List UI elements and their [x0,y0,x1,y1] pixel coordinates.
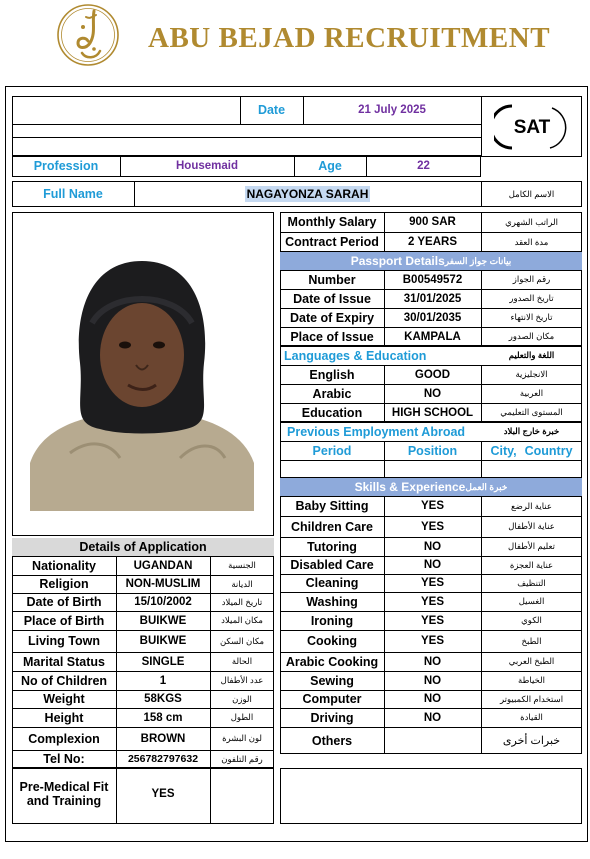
skill-value: NO [423,655,442,668]
skill-value: NO [423,693,442,705]
skill-label: Sewing [310,673,354,688]
issue-place-label: Place of Issue [290,329,374,344]
application-label: No of Children [20,673,108,688]
application-arabic: الوزن [232,693,252,704]
issue-place-value: KAMPALA [404,330,461,343]
arabic-label: Arabic [312,386,352,401]
application-value: BUIKWE [139,635,187,647]
issue-date-label: Date of Issue [293,291,371,306]
skill-arabic: القيادة [520,712,543,722]
skill-arabic: الخياطة [518,675,545,685]
svg-text:SAT: SAT [513,117,551,138]
application-value: 256782797632 [127,753,199,765]
passport-section-header [280,252,582,270]
expiry-date-value: 30/01/2035 [403,311,462,324]
age-value: 22 [417,160,430,172]
application-value: 1 [159,674,167,687]
skill-label: Cleaning [305,576,359,590]
application-arabic: الديانة [231,578,253,589]
application-header: Details of Application [12,538,274,556]
application-arabic: لون البشرة [222,733,262,743]
city-column-header: City, [490,443,517,458]
profession-label: Profession [33,159,99,173]
position-column-header: Position [407,443,458,458]
english-value: GOOD [414,368,451,381]
application-arabic: عدد الأطفال [220,675,264,685]
skills-header: Skills & Experience [354,480,466,494]
application-value: UGANDAN [133,559,193,572]
company-name: ABU BEJAD RECRUITMENT [148,22,551,54]
application-arabic: الجنسية [228,560,256,570]
skill-value: YES [420,520,444,533]
passport-number-arabic: رقم الجواز [512,274,551,284]
application-value: 158 cm [143,711,183,724]
application-arabic: تاريخ الميلاد [221,596,263,607]
application-value: BROWN [140,732,186,745]
expiry-date-arabic: تاريخ الانتهاء [510,312,553,322]
application-label: Place of Birth [23,613,105,628]
application-label: Tel No: [43,752,85,766]
skill-arabic: الطبخ [521,635,542,646]
skill-value: NO [423,559,442,571]
skill-value [384,727,481,754]
skill-label: Cooking [307,634,357,648]
languages-header: Languages & Education [284,348,427,363]
medical-label-line-2: and Training [26,794,102,808]
issue-place-arabic: مكان الصدور [508,331,555,341]
education-arabic: المستوى التعليمي [500,407,563,417]
skill-arabic: الطبخ العربي [508,656,555,666]
date-label: Date [257,103,286,117]
application-label: Date of Birth [26,595,102,609]
medical-label-line-1: Pre-Medical Fit [19,780,109,794]
application-arabic: رقم التلفون [221,753,263,764]
candidate-photo [30,253,254,511]
application-value: BUIKWE [139,614,187,627]
issue-date-arabic: تاريخ الصدور [509,293,554,303]
skill-label: Disabled Care [290,558,374,572]
period-arabic: مدة العقد [514,236,549,247]
application-label: Living Town [28,634,100,648]
application-label: Marital Status [23,654,105,669]
date-value: 21 July 2025 [358,104,426,116]
fullname-arabic: الاسم الكامل [508,188,555,199]
skill-value: YES [420,635,444,647]
skill-label: Arabic Cooking [285,654,379,669]
skill-label: Tutoring [307,539,357,554]
skill-label: Computer [302,692,362,706]
application-label: Religion [39,577,89,591]
skill-arabic: استخدام الكمبيوتر [499,693,564,704]
passport-header-arabic: بيانات جواز السفر [444,255,512,266]
skill-arabic: الغسيل [518,596,545,606]
skill-arabic: عناية العجزة [509,559,554,570]
employment-header-arabic: خبرة خارج البلاد [503,426,560,436]
skill-label: Ironing [310,613,354,628]
application-value: SINGLE [141,655,185,668]
application-arabic: الحالة [231,656,253,666]
fullname-label: Full Name [43,187,103,201]
languages-header-arabic: اللغة والتعليم [508,350,555,360]
period-column-header: Period [312,443,352,458]
skill-value: YES [420,595,444,608]
notes-box [280,768,582,824]
skills-header-arabic: خبرة العمل [465,481,508,492]
profession-value: Housemaid [176,160,238,172]
skill-arabic: عناية الرضع [511,500,552,511]
skill-value: NO [423,540,442,553]
application-label: Complexion [28,731,100,746]
skill-label: Baby Sitting [295,499,369,513]
skill-value: YES [420,500,444,512]
arabic-arabic: العربية [519,388,544,398]
application-value: NON-MUSLIM [125,578,201,590]
passport-header: Passport Details [350,254,445,268]
fullname-value: NAGAYONZA SARAH [246,187,369,201]
english-arabic: الانجليزية [515,369,548,379]
application-label: Weight [43,692,85,706]
calligraphy-logo-icon [56,3,120,67]
application-value: 58KGS [144,693,182,705]
passport-number-label: Number [308,272,356,287]
medical-value: YES [151,788,175,800]
application-arabic: مكان الميلاد [221,615,263,625]
issue-date-value: 31/01/2025 [403,292,462,305]
skill-arabic: عناية الأطفال [508,521,555,531]
age-label: Age [318,159,342,173]
city-country-column-header [481,441,582,460]
period-value: 2 YEARS [407,236,457,248]
application-label: Height [44,710,84,725]
skill-value: YES [420,614,444,627]
salary-label: Monthly Salary [287,215,377,229]
skill-value: NO [423,711,442,724]
skill-arabic: الكوي [521,615,542,625]
skill-label: Others [311,733,353,748]
application-arabic: مكان السكن [219,635,265,646]
skill-label: Washing [306,594,358,609]
skill-arabic: خبرات أخرى [502,735,561,747]
education-value: HIGH SCHOOL [391,406,474,419]
employment-header: Previous Employment Abroad [287,424,466,439]
medical-label [12,772,116,816]
period-label: Contract Period [285,235,379,249]
skill-value: YES [420,577,444,589]
application-label: Nationality [32,558,96,573]
application-arabic: الطول [230,712,254,722]
expiry-date-label: Date of Expiry [289,310,375,325]
salary-value: 900 SAR [409,216,456,228]
application-value: 15/10/2002 [134,596,192,608]
education-label: Education [301,405,363,420]
skill-label: Children Care [291,519,373,534]
passport-number-value: B00549572 [402,273,463,286]
skill-arabic: التنظيف [517,577,546,588]
country-column-header: Country [524,443,573,458]
salary-arabic: الراتب الشهري [505,216,558,227]
english-label: English [309,367,355,382]
skill-label: Driving [310,710,354,725]
skill-arabic: تعليم الأطفال [508,541,555,551]
sat-logo-icon [494,100,568,154]
skills-section-header [280,478,582,496]
arabic-value: NO [423,387,442,400]
skill-value: NO [423,674,442,687]
